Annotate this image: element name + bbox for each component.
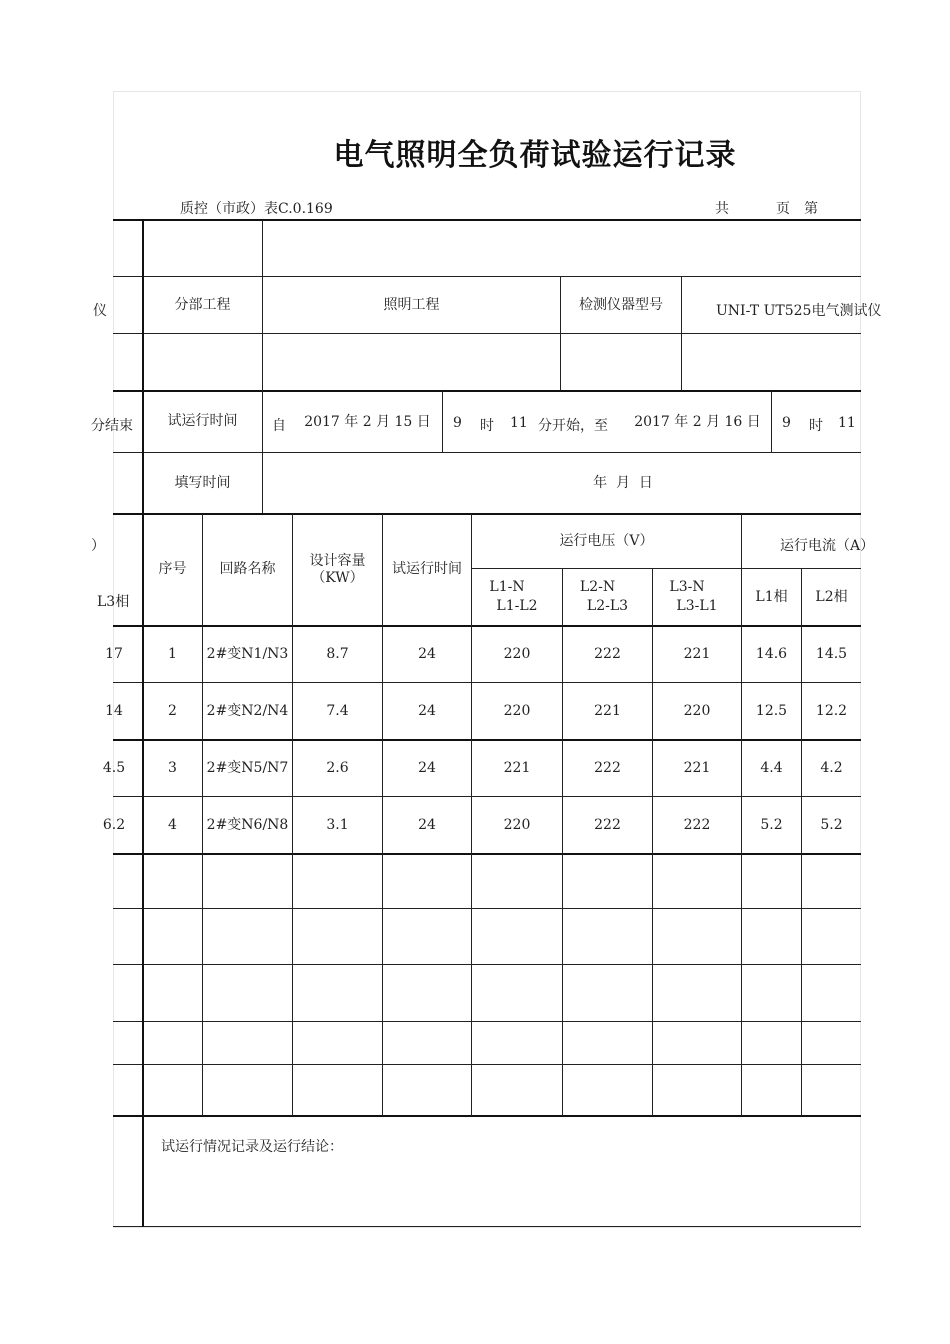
header-trial: 试运行时间 bbox=[392, 561, 462, 577]
rule bbox=[113, 964, 861, 965]
end-date: 2017 年 2 月 16 日 bbox=[634, 413, 761, 430]
rule bbox=[113, 853, 861, 855]
cell-v3: 221 bbox=[683, 759, 711, 776]
cell-loop: 2#变N5/N7 bbox=[206, 759, 289, 776]
header-v3a: L3-N bbox=[669, 579, 705, 595]
cell-cap: 7.4 bbox=[326, 702, 349, 719]
rule bbox=[113, 1064, 861, 1065]
fill-time-label: 填写时间 bbox=[174, 474, 231, 491]
cell-i2: 12.2 bbox=[815, 702, 848, 719]
header-v3 bbox=[653, 569, 741, 625]
page-ye: 页 bbox=[776, 201, 790, 217]
header-v2 bbox=[563, 569, 652, 625]
start-min: 11 bbox=[510, 415, 528, 431]
col-rule bbox=[681, 277, 682, 390]
cell-v2: 222 bbox=[594, 816, 621, 833]
sub-project-label: 分部工程 bbox=[174, 296, 231, 313]
fen-start-to: 分开始，至 bbox=[538, 418, 608, 434]
cell-cap: 3.1 bbox=[326, 816, 349, 833]
from-label: 自 bbox=[272, 418, 286, 434]
left-label-yi: 仪 bbox=[93, 303, 107, 319]
end-shi: 时 bbox=[809, 418, 823, 434]
header-v2b: L2-L3 bbox=[586, 598, 629, 614]
left-row-value: 4.5 bbox=[102, 759, 126, 776]
left-row-value: 14 bbox=[105, 702, 123, 719]
cell-v2: 222 bbox=[594, 759, 621, 776]
cell-cap: 8.7 bbox=[326, 645, 349, 662]
header-i2: L2相 bbox=[815, 588, 848, 605]
end-min: 11 bbox=[838, 415, 856, 431]
rule-top bbox=[113, 219, 861, 221]
instrument-value: UNI-T UT525电气测试仪 bbox=[716, 303, 882, 319]
start-hour: 9 bbox=[453, 415, 462, 431]
cell-v1: 220 bbox=[503, 645, 531, 662]
rule bbox=[113, 1115, 861, 1117]
start-shi: 时 bbox=[480, 418, 494, 434]
col-rule bbox=[442, 391, 443, 452]
header-v1a: L1-N bbox=[489, 579, 525, 595]
cell-trial: 24 bbox=[418, 702, 436, 719]
cell-seq: 4 bbox=[168, 816, 177, 833]
page-gong: 共 bbox=[715, 201, 729, 217]
rule bbox=[113, 908, 861, 909]
rule bbox=[113, 1021, 861, 1022]
left-row-value: 17 bbox=[105, 645, 123, 662]
header-capacity bbox=[293, 514, 382, 625]
cell-i1: 14.6 bbox=[755, 645, 788, 662]
trial-time-label: 试运行时间 bbox=[167, 413, 238, 429]
cell-i1: 5.2 bbox=[760, 816, 783, 833]
header-loop: 回路名称 bbox=[219, 561, 276, 577]
cell-trial: 24 bbox=[418, 816, 436, 833]
header-seq: 序号 bbox=[158, 561, 187, 577]
cell-loop: 2#变N1/N3 bbox=[206, 645, 289, 662]
header-i1: L1相 bbox=[755, 588, 788, 605]
cell-v1: 221 bbox=[503, 759, 531, 776]
cell-seq: 1 bbox=[168, 645, 177, 662]
cell-trial: 24 bbox=[418, 645, 436, 662]
cell-i2: 5.2 bbox=[820, 816, 843, 833]
header-capacity-unit: （KW） bbox=[311, 569, 364, 586]
left-row-value: 6.2 bbox=[102, 816, 126, 833]
conclusion-label: 试运行情况记录及运行结论： bbox=[161, 1139, 343, 1155]
header-capacity-label: 设计容量 bbox=[309, 552, 366, 569]
header-v1b: L1-L2 bbox=[496, 598, 538, 614]
cell-loop: 2#变N2/N4 bbox=[206, 702, 289, 719]
rule-bottom bbox=[113, 1226, 861, 1227]
cell-i1: 4.4 bbox=[760, 759, 783, 776]
start-date: 2017 年 2 月 15 日 bbox=[304, 413, 431, 430]
cell-seq: 3 bbox=[168, 759, 177, 776]
left-label-paren: ） bbox=[91, 538, 105, 554]
page-di: 第 bbox=[804, 201, 818, 217]
fill-time-value: 年 月 日 bbox=[593, 474, 653, 491]
end-hour: 9 bbox=[782, 415, 791, 431]
cell-v1: 220 bbox=[503, 816, 531, 833]
header-v2a: L2-N bbox=[579, 579, 616, 595]
cell-v3: 222 bbox=[683, 816, 711, 833]
sub-project-value: 照明工程 bbox=[383, 296, 440, 313]
instrument-label: 检测仪器型号 bbox=[579, 296, 663, 313]
col-rule bbox=[771, 391, 772, 452]
cell-seq: 2 bbox=[168, 702, 177, 719]
cell-v3: 221 bbox=[683, 645, 711, 662]
cell-v2: 221 bbox=[594, 702, 621, 719]
cell-trial: 24 bbox=[418, 759, 436, 776]
header-voltage: 运行电压（V） bbox=[559, 533, 654, 549]
cell-i2: 14.5 bbox=[815, 645, 848, 662]
cell-i2: 4.2 bbox=[820, 759, 843, 776]
form-code: 质控（市政）表C.0.169 bbox=[180, 201, 333, 217]
cell-i1: 12.5 bbox=[755, 702, 788, 719]
header-v1 bbox=[472, 569, 562, 625]
cell-loop: 2#变N6/N8 bbox=[206, 816, 289, 833]
cell-v2: 222 bbox=[594, 645, 621, 662]
left-label-l3: L3相 bbox=[97, 594, 130, 610]
rule bbox=[113, 333, 861, 334]
left-label-fen-jieshu: 分结束 bbox=[91, 418, 133, 434]
page-title: 电气照明全负荷试验运行记录 bbox=[333, 138, 737, 173]
cell-cap: 2.6 bbox=[326, 759, 349, 776]
header-v3b: L3-L1 bbox=[676, 598, 718, 614]
header-current: 运行电流（A） bbox=[780, 538, 875, 554]
cell-v3: 220 bbox=[683, 702, 711, 719]
cell-v1: 220 bbox=[503, 702, 531, 719]
